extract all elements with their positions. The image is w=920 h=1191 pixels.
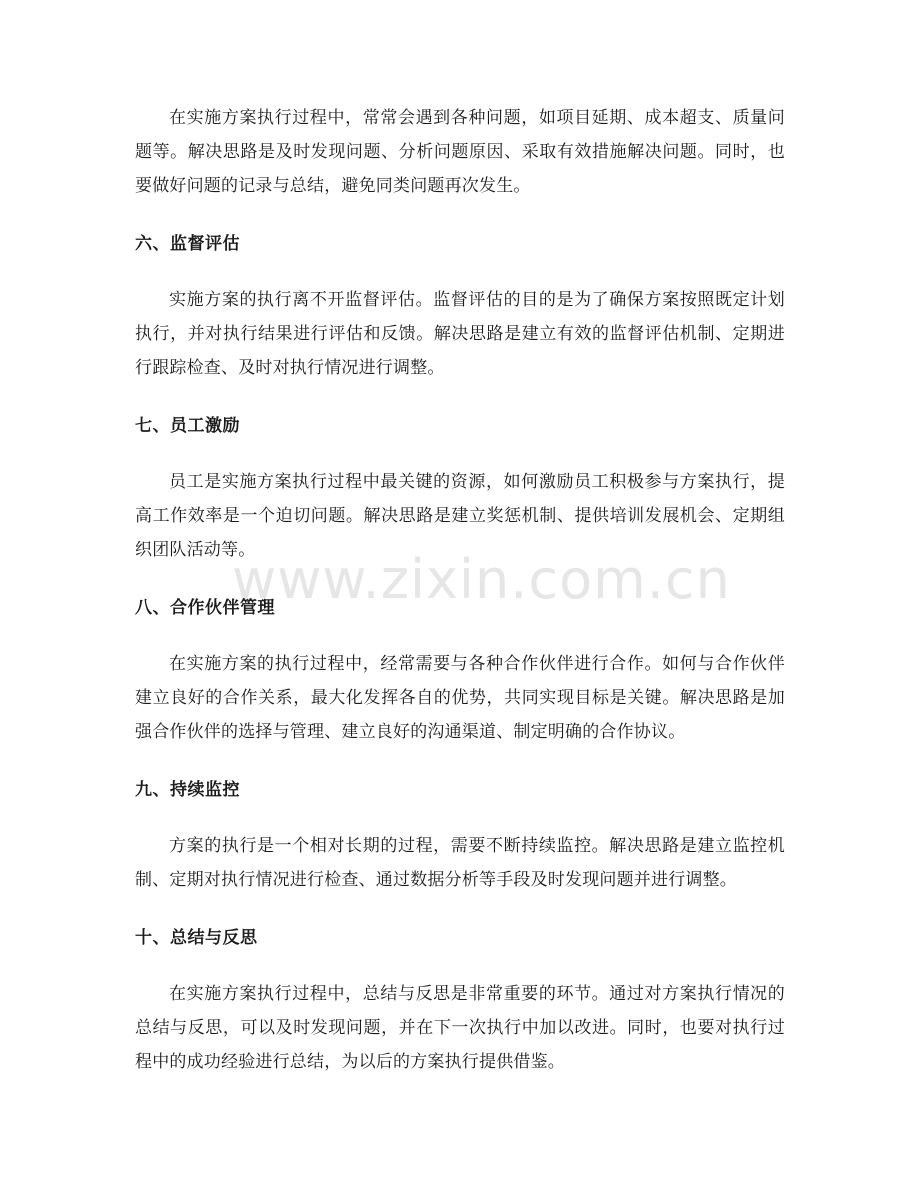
paragraph-employee-incentive: 员工是实施方案执行过程中最关键的资源，如何激励员工积极参与方案执行，提高工作效率是一个迫切问题。解决思路是建立奖惩机制、提供培训发展机会、定期组织团队活动等。 [135,472,785,560]
site-watermark: www.zixin.com.cn [232,548,731,611]
paragraph-partner-management: 在实施方案的执行过程中，经常需要与各种合作伙伴进行合作。如何与合作伙伴建立良好的合作关系，最大化发挥各自的优势，共同实现目标是关键。解决思路是加强合作伙伴的选择与管理、建立良好的沟通渠道、制定明确的合作协议。 [135,654,785,742]
document-body [135,101,785,1079]
paragraph-problem-handling: 在实施方案执行过程中，常常会遇到各种问题，如项目延期、成本超支、质量问题等。解决思路是及时发现问题、分析问题原因、采取有效措施解决问题。同时，也要做好问题的记录与总结，避免同类问题再次发生。 [135,108,785,196]
heading-employee-incentive: 七、员工激励 [135,416,240,436]
heading-supervision-evaluation: 六、监督评估 [135,234,240,254]
paragraph-summary-reflection: 在实施方案执行过程中，总结与反思是非常重要的环节。通过对方案执行情况的总结与反思，可以及时发现问题，并在下一次执行中加以改进。同时，也要对执行过程中的成功经验进行总结，为以后的方案执行提供借鉴。 [135,984,785,1072]
heading-summary-reflection: 十、总结与反思 [135,928,258,948]
heading-continuous-monitoring: 九、持续监控 [135,780,240,800]
paragraph-supervision-evaluation: 实施方案的执行离不开监督评估。监督评估的目的是为了确保方案按照既定计划执行，并对执行结果进行评估和反馈。解决思路是建立有效的监督评估机制、定期进行跟踪检查、及时对执行情况进行调整。 [135,290,785,378]
paragraph-continuous-monitoring: 方案的执行是一个相对长期的过程，需要不断持续监控。解决思路是建立监控机制、定期对执行情况进行检查、通过数据分析等手段及时发现问题并进行调整。 [135,836,785,890]
heading-partner-management: 八、合作伙伴管理 [135,598,275,618]
